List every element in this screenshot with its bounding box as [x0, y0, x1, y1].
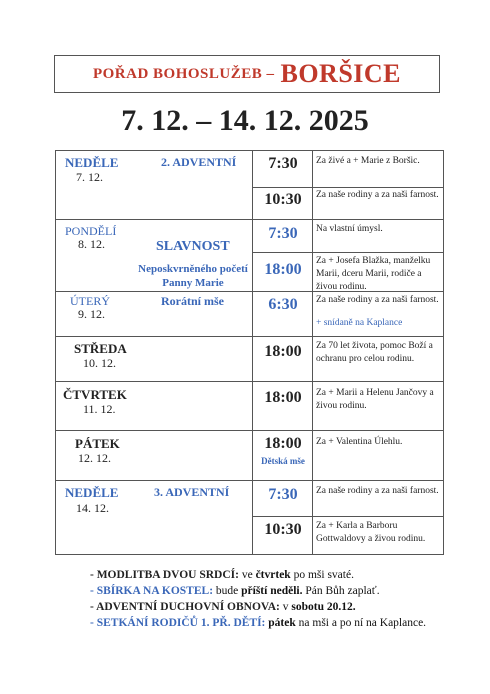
row-divider	[56, 219, 443, 220]
announcement-highlight: pátek	[268, 617, 296, 629]
mass-time: 7:30	[268, 486, 298, 503]
mass-time: 10:30	[264, 191, 302, 208]
row-divider	[56, 430, 443, 431]
day-name: STŘEDA	[74, 341, 127, 356]
mass-time: 7:30	[268, 225, 298, 242]
announcement-item	[90, 583, 470, 599]
mass-intention: Za naše rodiny a za naši farnost.	[316, 486, 439, 496]
day-name: NEDĚLE	[65, 485, 119, 500]
announcement-highlight: sobotu 20.12.	[291, 601, 356, 613]
day-date: 9. 12.	[78, 307, 105, 321]
occasion: SLAVNOST	[156, 239, 230, 254]
mass-intention: Za + Karla a Barboru Gottwaldovy a živou rodinu.	[316, 521, 426, 544]
mass-intention: Za naše rodiny a za naši farnost.	[316, 190, 439, 200]
announcement-text: ve	[241, 569, 253, 581]
announcement-text: bude	[215, 585, 239, 597]
row-divider	[56, 381, 443, 382]
announcement-item	[90, 599, 470, 615]
announcement-text: na mši a po ní na Kaplance.	[298, 617, 427, 629]
occasion: 3. ADVENTNÍ	[154, 485, 230, 499]
mass-time: 6:30	[268, 296, 298, 313]
announcement-text: po mši svaté.	[293, 569, 354, 581]
announcement-label: - SETKÁNÍ RODIČŮ 1. PŘ. DĚTÍ:	[90, 617, 266, 629]
announcement-highlight: příští neděli.	[241, 585, 303, 597]
date-range: 7. 12. – 14. 12. 2025	[121, 104, 369, 137]
row-divider	[252, 187, 443, 188]
mass-intention: Za + Valentina Úlehlu.	[316, 437, 403, 447]
announcement-label: - ADVENTNÍ DUCHOVNÍ OBNOVA:	[90, 601, 280, 613]
mass-intention: Za naše rodiny a za naši farnost.	[316, 295, 439, 305]
mass-time: 18:00	[264, 435, 302, 452]
day-name: ČTVRTEK	[63, 387, 127, 402]
mass-intention: Za živé a + Marie z Boršic.	[316, 156, 420, 166]
day-date: 7. 12.	[76, 170, 103, 184]
row-divider	[56, 480, 443, 481]
day-name: NEDĚLE	[65, 155, 119, 170]
mass-intention: Za + Marii a Helenu Jančovy a živou rodinu.	[316, 388, 434, 411]
row-divider	[56, 336, 443, 337]
page-title: POŘAD BOHOSLUŽEB –	[92, 65, 275, 82]
mass-time-note: Dětská mše	[261, 456, 305, 466]
mass-time: 18:00	[264, 261, 302, 278]
day-date: 11. 12.	[83, 402, 116, 416]
mass-intention: Za + Josefa Blažka, manželku Marii, dceru Marii, rodiče a živou rodinu.	[316, 256, 431, 292]
announcements	[90, 567, 470, 631]
mass-time: 7:30	[268, 155, 298, 172]
mass-time: 18:00	[264, 343, 302, 360]
day-date: 14. 12.	[76, 501, 109, 515]
mass-intention: Za 70 let života, pomoc Boží a ochranu pro celou rodinu.	[316, 341, 433, 364]
occasion-subtitle: Neposkvrněného početí Panny Marie	[138, 263, 248, 289]
day-name: ÚTERÝ	[70, 294, 110, 308]
announcement-item	[90, 615, 470, 631]
day-name: PONDĚLÍ	[65, 224, 117, 238]
announcement-text: v	[282, 601, 289, 613]
mass-extra-note: + snídaně na Kaplance	[316, 318, 403, 328]
occasion: Rorátní mše	[161, 294, 224, 308]
schedule-table	[55, 150, 444, 555]
mass-time: 10:30	[264, 521, 302, 538]
parish-name: BORŠICE	[280, 59, 402, 88]
announcement-item	[90, 567, 470, 583]
row-divider	[252, 516, 443, 517]
row-divider	[252, 252, 443, 253]
day-date: 8. 12.	[78, 237, 105, 251]
title-box	[54, 55, 440, 93]
announcement-label: - MODLITBA DVOU SRDCÍ:	[90, 569, 239, 581]
mass-time: 18:00	[264, 389, 302, 406]
day-date: 12. 12.	[78, 451, 111, 465]
mass-intention: Na vlastní úmysl.	[316, 224, 383, 234]
announcement-highlight: čtvrtek	[255, 569, 291, 581]
day-date: 10. 12.	[83, 356, 116, 370]
occasion: 2. ADVENTNÍ	[161, 155, 237, 169]
announcement-text: Pán Bůh zaplať.	[305, 585, 380, 597]
day-name: PÁTEK	[75, 436, 120, 451]
announcement-label: - SBÍRKA NA KOSTEL:	[90, 585, 214, 597]
